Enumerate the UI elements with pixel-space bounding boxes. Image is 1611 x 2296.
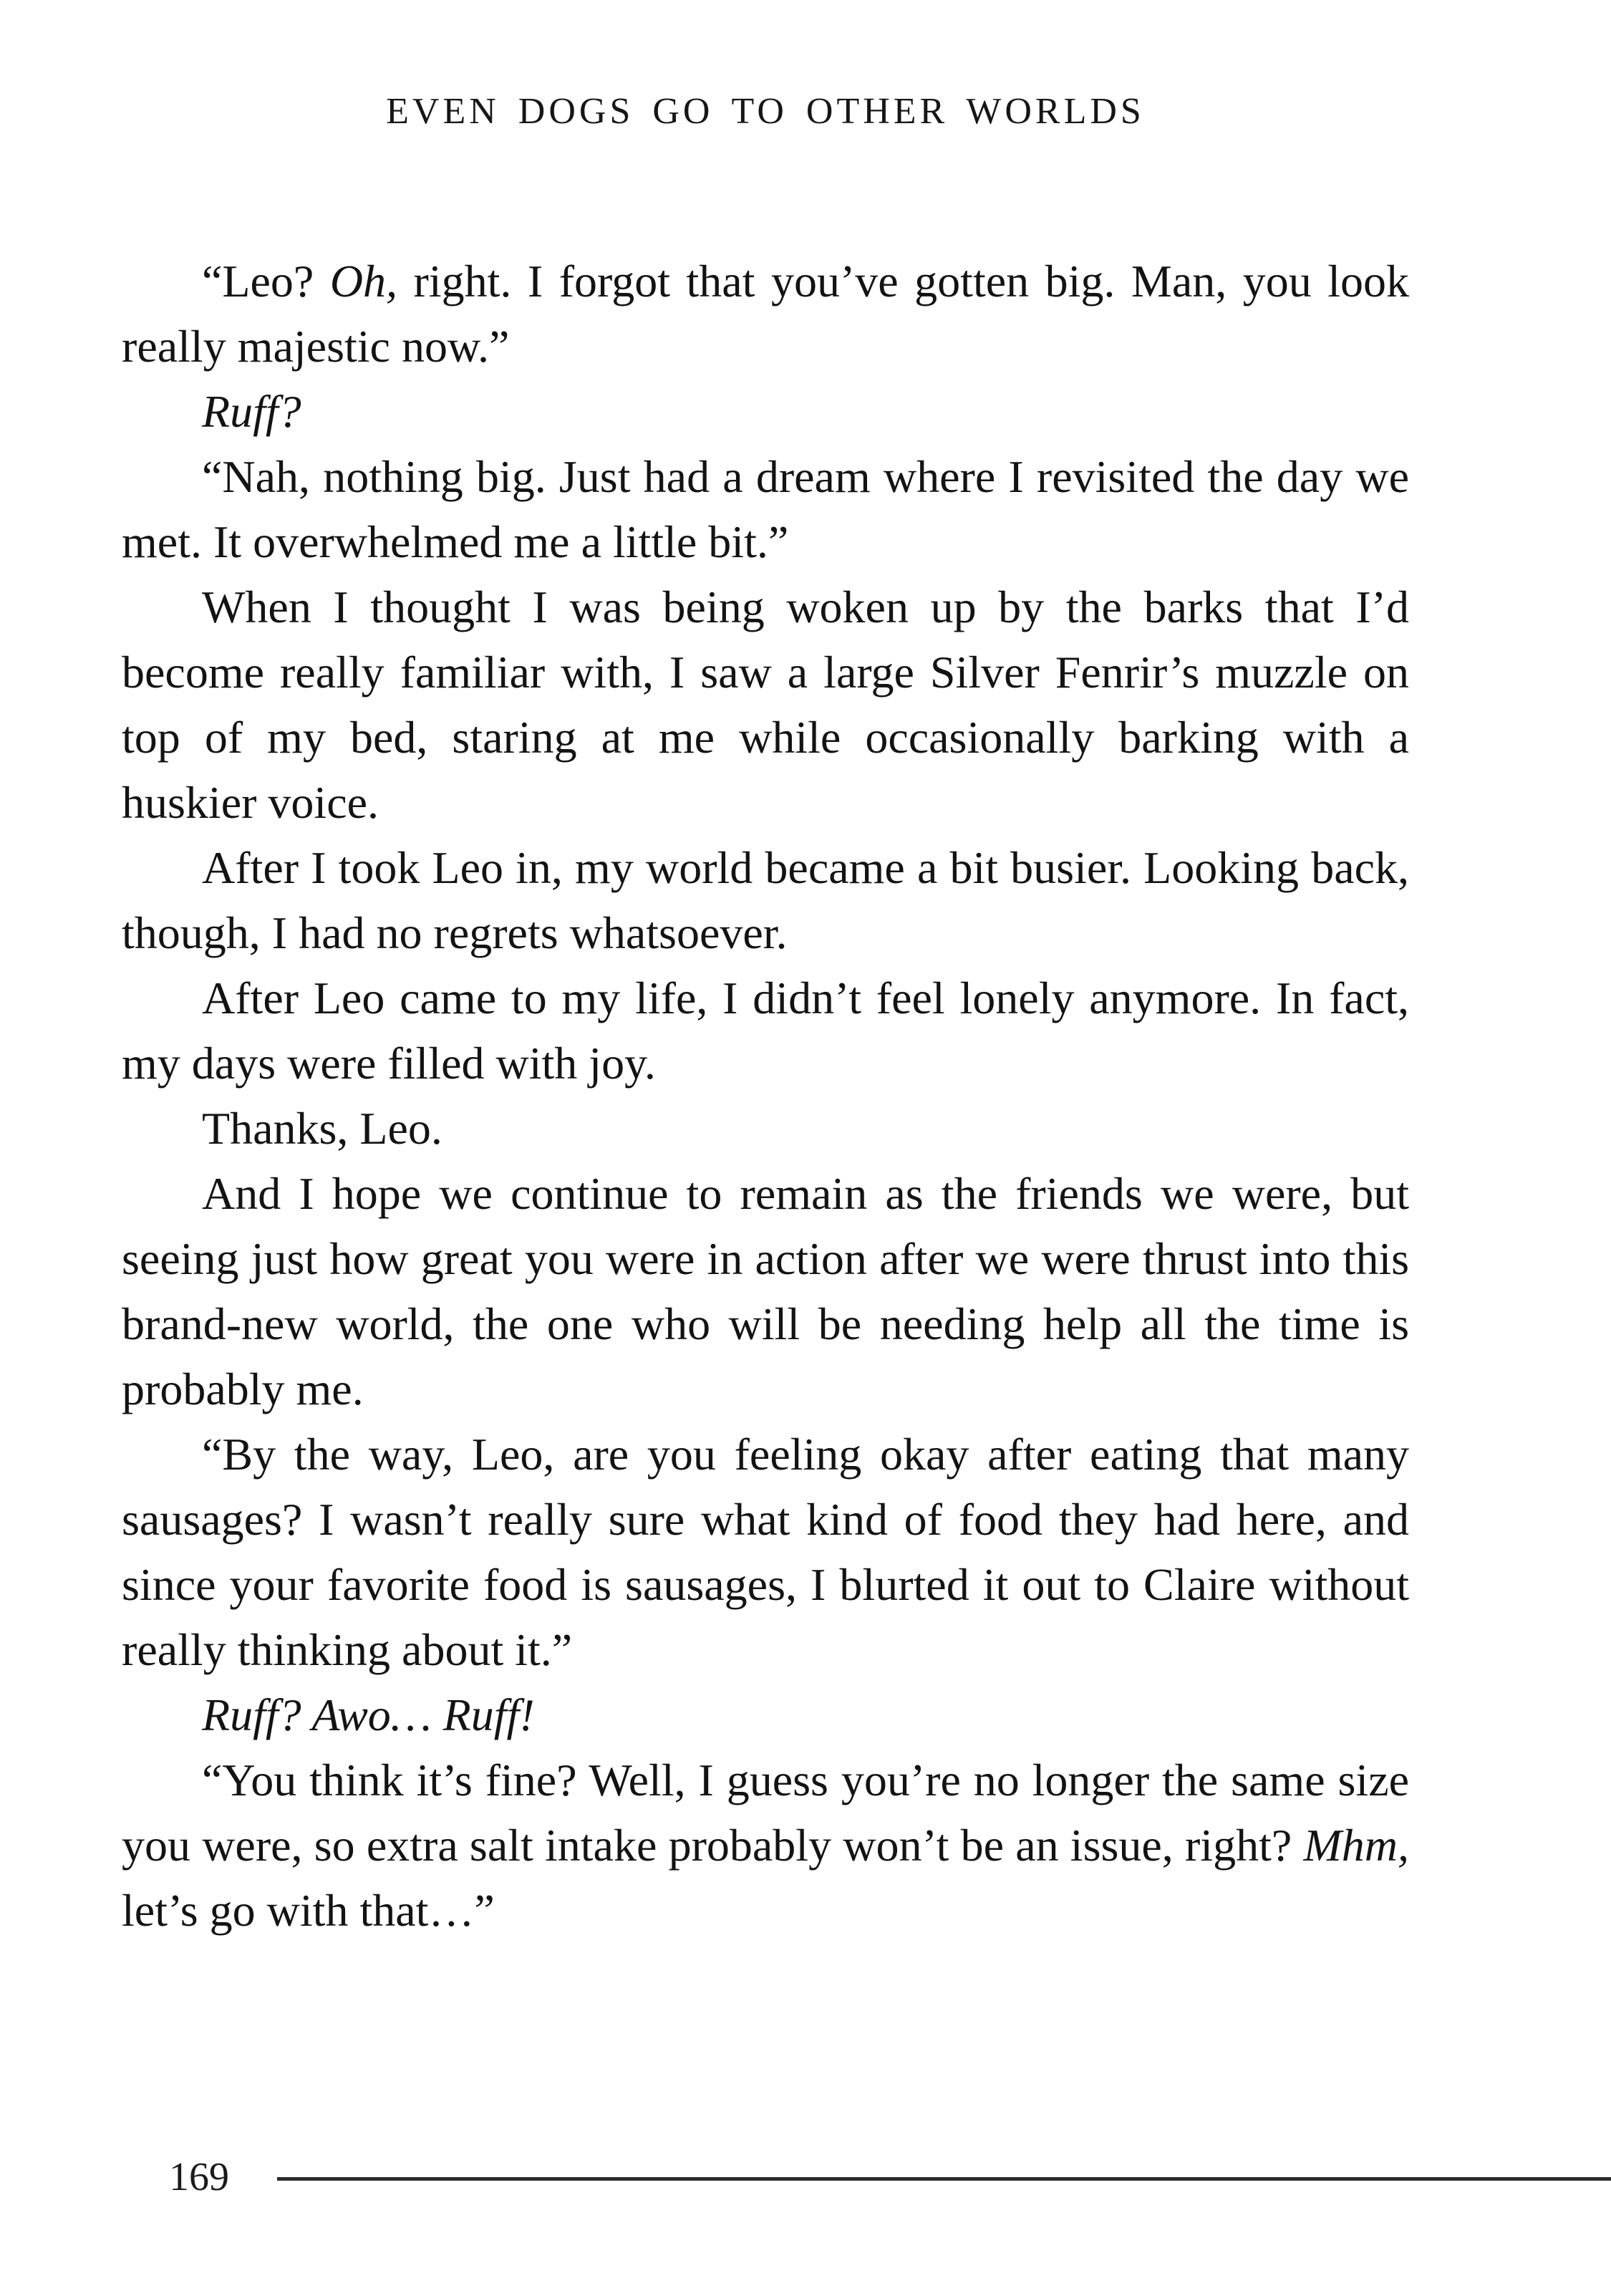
text-run: “By the way, Leo, are you feeling okay after eating that many sausages? I wasn’t really sure what kind of food they had here, and since your favorite food is sausages, I blurted it out to Claire without really thinking about it.” (122, 1429, 1409, 1675)
text-run: Thanks, Leo. (202, 1103, 442, 1154)
footer-rule (277, 2177, 1611, 2181)
italic-text-run: Mhm, (1303, 1820, 1409, 1871)
paragraph (122, 1682, 1409, 1747)
italic-text-run: Oh, (329, 256, 398, 307)
paragraph (122, 1161, 1409, 1422)
text-run: And I hope we continue to remain as the friends we were, but seeing just how great you were in action after we were thrust into this brand-new world, the one who will be needing help all the time is probably me. (122, 1168, 1409, 1414)
page-number: 169 (169, 2155, 229, 2199)
text-run: When I thought I was being woken up by the barks that I’d become really familiar with, I saw a large Silver Fenrir’s muzzle on top of my bed, staring at me while occasionally barking with a huskier voice. (122, 582, 1409, 828)
paragraph (122, 574, 1409, 835)
paragraph (122, 1096, 1409, 1161)
text-run: “Leo? (202, 256, 330, 307)
paragraph (122, 835, 1409, 965)
paragraph (122, 965, 1409, 1096)
italic-text-run: Ruff? (202, 386, 301, 437)
running-header: EVEN DOGS GO TO OTHER WORLDS (386, 91, 1145, 132)
italic-text-run: Ruff? Awo… Ruff! (202, 1689, 535, 1740)
text-run: “You think it’s fine? Well, I guess you’re no longer the same size you were, so extra salt intake probably won’t be an issue, right? (122, 1755, 1409, 1871)
paragraph (122, 1422, 1409, 1682)
text-run: After I took Leo in, my world became a bit busier. Looking back, though, I had no regrets whatsoever. (122, 842, 1409, 958)
text-run: right. I forgot that you’ve gotten big. Man, you look really majestic now.” (122, 256, 1409, 372)
paragraph (122, 444, 1409, 574)
text-run: “Nah, nothing big. Just had a dream where I revisited the day we met. It overwhelmed me a little bit.” (122, 451, 1409, 567)
text-run: After Leo came to my life, I didn’t feel lonely anymore. In fact, my days were filled with joy. (122, 973, 1409, 1089)
body-text (122, 249, 1409, 1943)
paragraph (122, 379, 1409, 444)
paragraph (122, 249, 1409, 379)
paragraph (122, 1747, 1409, 1943)
text-run: let’s go with that…” (122, 1885, 495, 1936)
